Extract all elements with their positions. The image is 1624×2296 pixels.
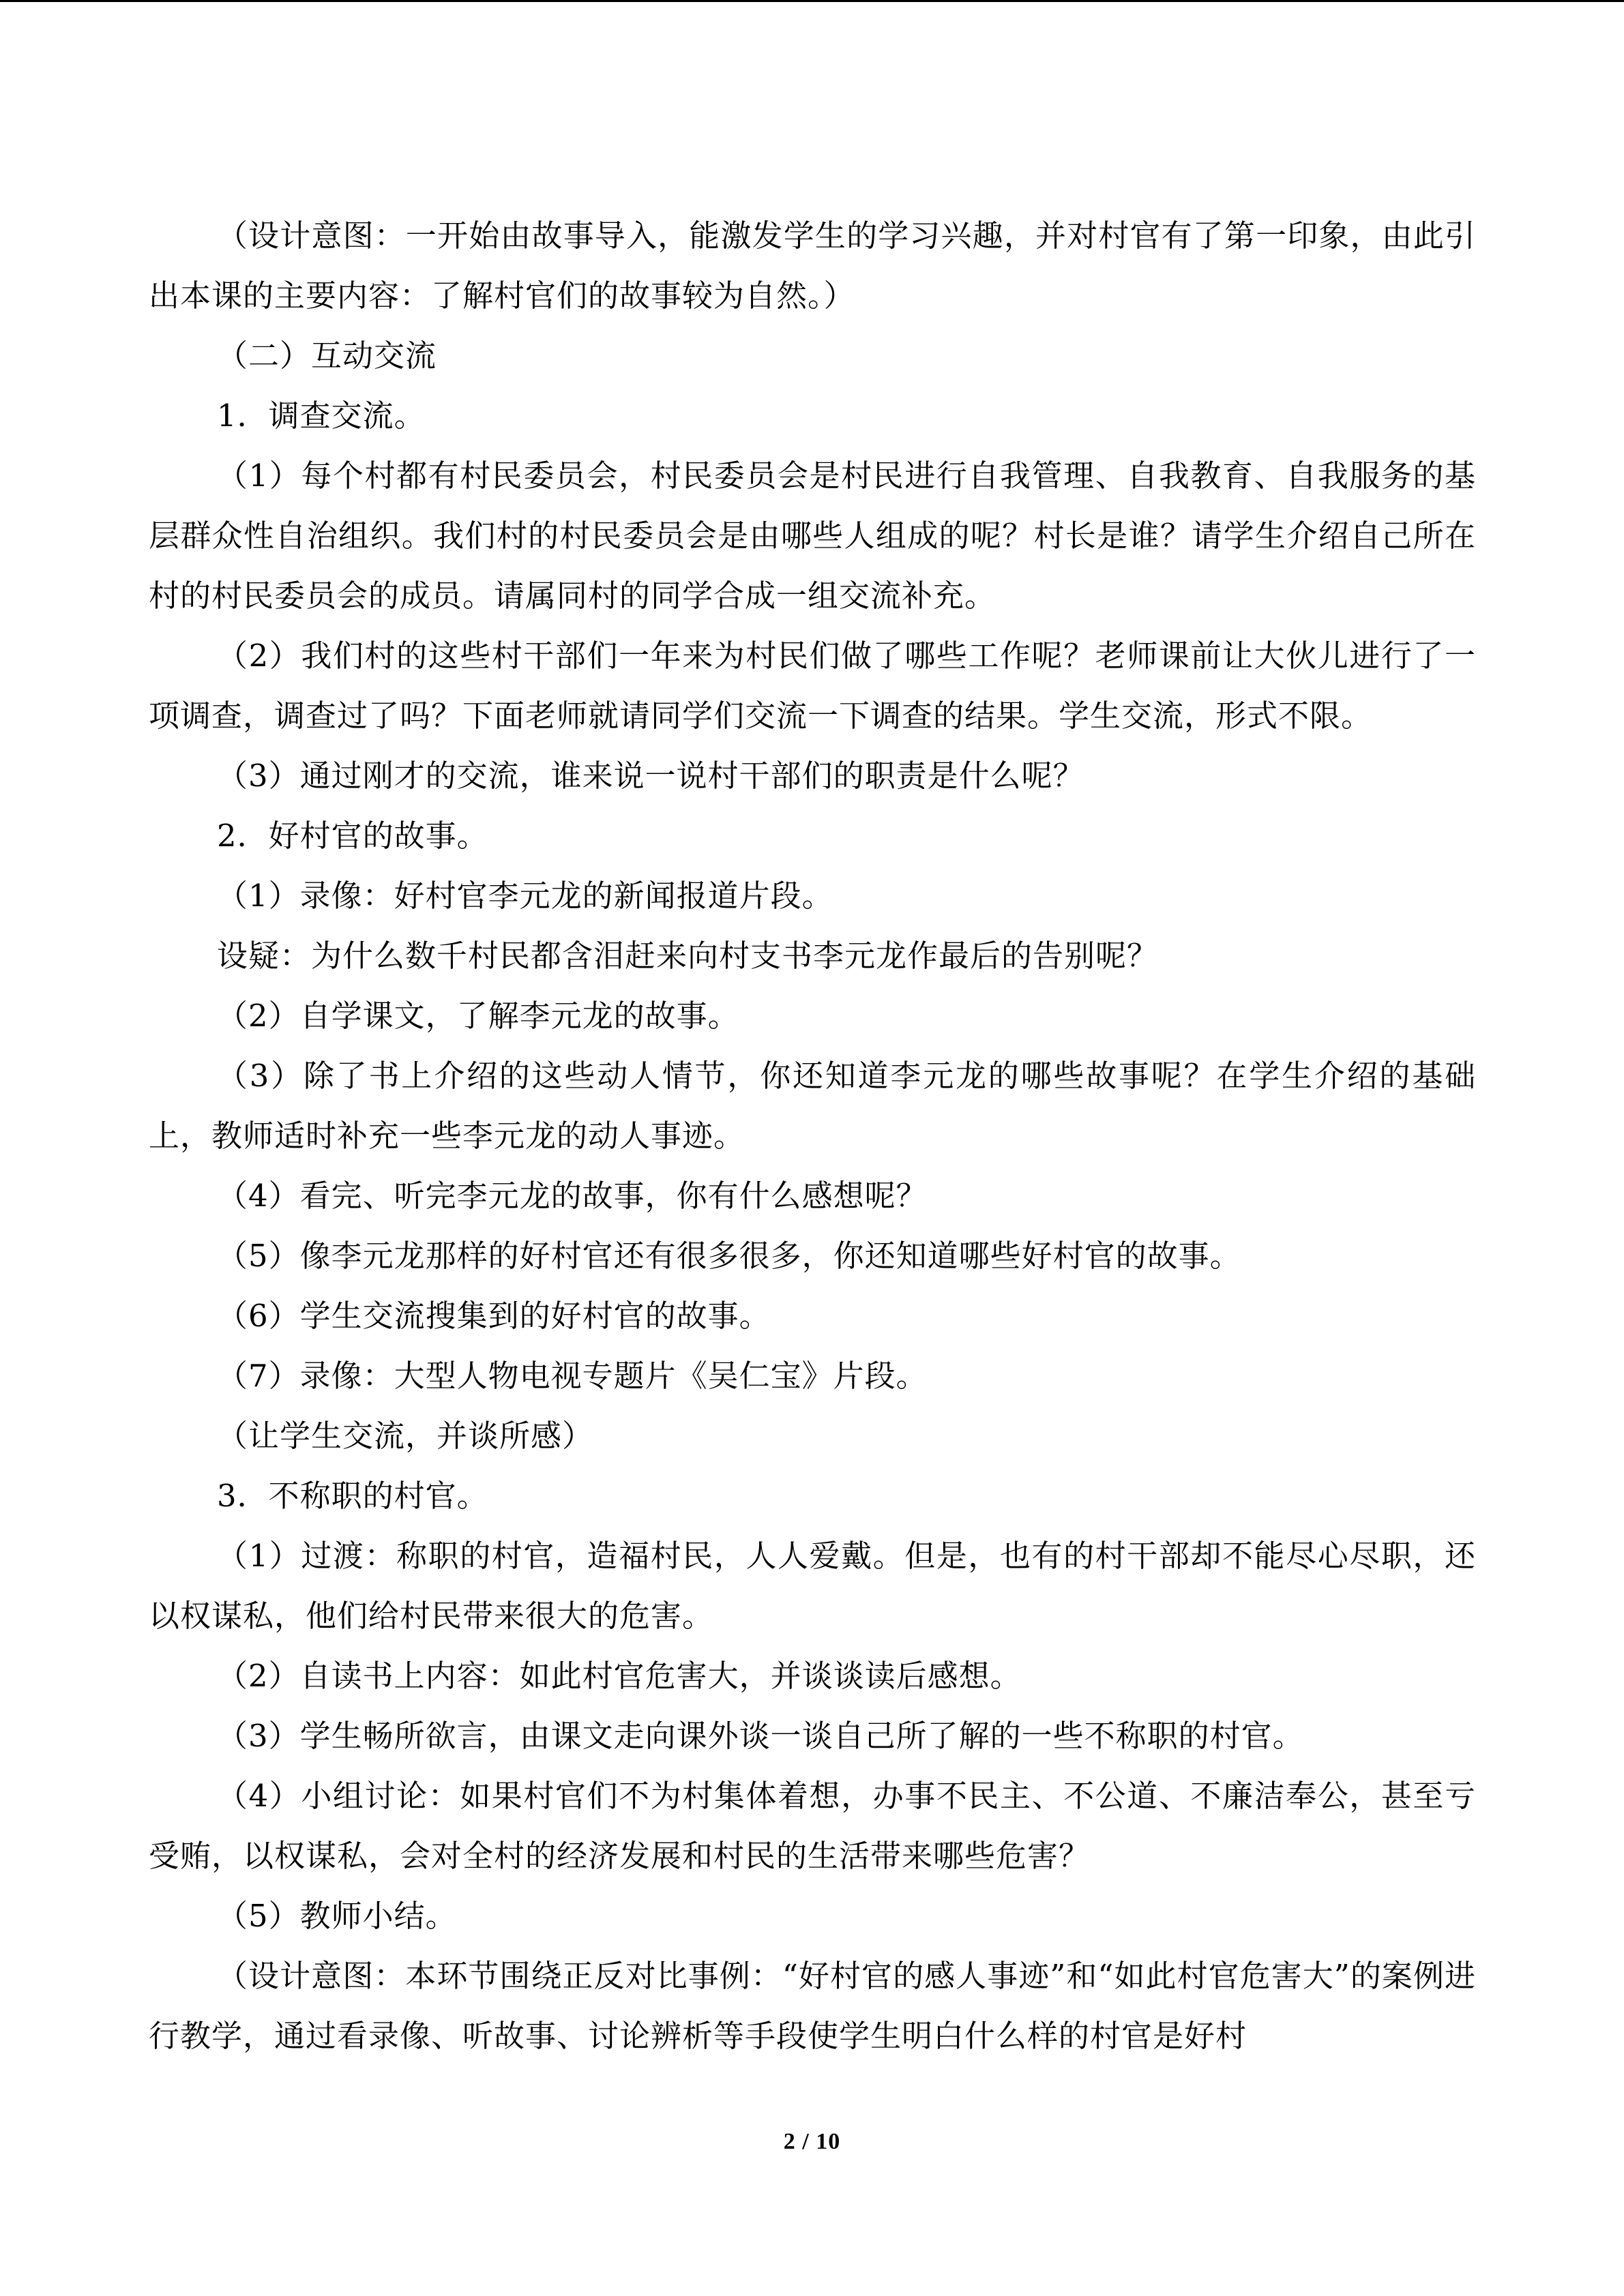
paragraph: （2）自读书上内容：如此村官危害大，并谈谈读后感想。 <box>217 1658 1022 1694</box>
paragraph: （设计意图：一开始由故事导入，能激发学生的学习兴趣，并对村官有了第一印象，由此引出本课的主要内容：了解村官们的故事较为自然。） <box>149 218 1476 314</box>
document-body <box>149 206 1476 2066</box>
section-heading: （二）互动交流 <box>217 338 437 374</box>
paragraph: （让学生交流，并谈所感） <box>217 1418 594 1454</box>
paragraph: （设计意图：本环节围绕正反对比事例：“好村官的感人事迹”和“如此村官危害大”的案例进行教学，通过看录像、听故事、讨论辨析等手段使学生明白什么样的村官是好村 <box>149 1958 1476 2054</box>
paragraph: （7）录像：大型人物电视专题片《吴仁宝》片段。 <box>217 1358 928 1394</box>
paragraph: （1）录像：好村官李元龙的新闻报道片段。 <box>217 878 833 914</box>
page-number: 2 / 10 <box>783 2129 841 2154</box>
paragraph: （3）除了书上介绍的这些动人情节，你还知道李元龙的哪些故事呢？在学生介绍的基础上，教师适时补充一些李元龙的动人事迹。 <box>149 1058 1476 1154</box>
paragraph: （4）看完、听完李元龙的故事，你有什么感想呢？ <box>217 1178 928 1214</box>
subsection-heading: 2．好村官的故事。 <box>217 818 488 854</box>
paragraph: （1）每个村都有村民委员会，村民委员会是村民进行自我管理、自我教育、自我服务的基层群众性自治组织。我们村的村民委员会是由哪些人组成的呢？村长是谁？请学生介绍自己所在村的村民委员会的成员。请属同村的同学合成一组交流补充。 <box>149 458 1476 614</box>
paragraph: （6）学生交流搜集到的好村官的故事。 <box>217 1298 771 1334</box>
subsection-heading: 1．调查交流。 <box>217 398 426 434</box>
paragraph: 设疑：为什么数千村民都含泪赶来向村支书李元龙作最后的告别呢？ <box>217 938 1159 974</box>
paragraph: （5）像李元龙那样的好村官还有很多很多，你还知道哪些好村官的故事。 <box>217 1238 1241 1274</box>
paragraph: （3）通过刚才的交流，谁来说一说村干部们的职责是什么呢？ <box>217 758 1084 794</box>
subsection-heading: 3．不称职的村官。 <box>217 1478 488 1514</box>
paragraph: （5）教师小结。 <box>217 1898 457 1934</box>
paragraph: （3）学生畅所欲言，由课文走向课外谈一谈自己所了解的一些不称职的村官。 <box>217 1718 1304 1754</box>
paragraph: （2）我们村的这些村干部们一年来为村民们做了哪些工作呢？老师课前让大伙儿进行了一项调查，调查过了吗？下面老师就请同学们交流一下调查的结果。学生交流，形式不限。 <box>149 638 1476 734</box>
paragraph: （4）小组讨论：如果村官们不为村集体着想，办事不民主、不公道、不廉洁奉公，甚至亏受贿，以权谋私，会对全村的经济发展和村民的生活带来哪些危害？ <box>149 1778 1476 1874</box>
paragraph: （2）自学课文，了解李元龙的故事。 <box>217 998 739 1034</box>
top-border-line <box>0 0 1624 2</box>
paragraph: （1）过渡：称职的村官，造福村民，人人爱戴。但是，也有的村干部却不能尽心尽职，还以权谋私，他们给村民带来很大的危害。 <box>149 1538 1476 1634</box>
